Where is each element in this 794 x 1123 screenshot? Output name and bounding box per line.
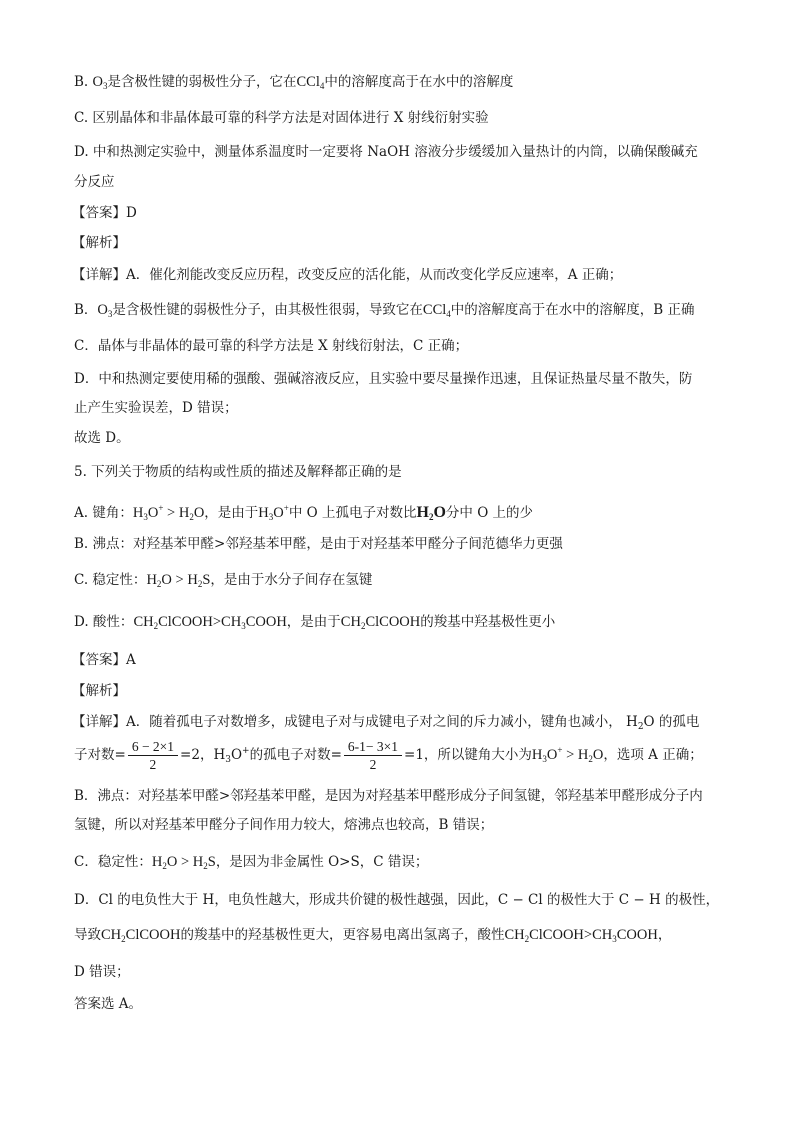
lone-pair-fraction-h3o: $\frac{6-1- 3\times 1}{2}$ bbox=[344, 738, 402, 773]
q4-analysis-label: 【解析】 bbox=[72, 235, 126, 251]
q4-option-d-line2: 分反应 bbox=[74, 174, 115, 190]
q5-stem: 5. 下列关于物质的结构或性质的描述及解释都正确的是 bbox=[74, 464, 402, 480]
q5-explanation-b-line1: B．沸点：对羟基苯甲醛>邻羟基苯甲醛，是因为对羟基苯甲醛形成分子间氢键，邻羟基苯甲醛形成分子内 bbox=[74, 788, 703, 804]
q5-option-d: D. 酸性：$CH_2ClCOOH>CH_3COOH$，是由于$CH_2ClCOOH$的羧基中羟基极性更小 bbox=[74, 614, 556, 631]
q4-explanation-b: B．$O_3$是含极性键的弱极性分子，由其极性很弱，导致它在CCl$_4$中的溶解度高于在水中的溶解度，B 正确 bbox=[74, 302, 695, 319]
q5-explanation-c: C．稳定性：$H_2O > H_2S$，是因为非金属性 O>S，C 错误； bbox=[74, 854, 429, 871]
q5-explanation-d-line3: D 错误； bbox=[74, 964, 130, 980]
q5-analysis-label: 【解析】 bbox=[72, 683, 126, 699]
lone-pair-fraction-h2o: $\frac{6 - 2\times 1}{2}$ bbox=[128, 738, 178, 773]
q5-conclusion: 答案选 A。 bbox=[74, 996, 143, 1012]
q5-explanation-b-line2: 氢键，所以对羟基苯甲醛分子间作用力较大，熔沸点也较高，B 错误； bbox=[74, 817, 494, 833]
q5-explanation-a-line1: 【详解】A．随着孤电子对数增多，成键电子对与成键电子对之间的斥力减小，键角也减小， $H_2O$ 的孤电 bbox=[72, 714, 700, 732]
q5-option-c: C. 稳定性：$H_2O > H_2S$，是由于水分子间存在氢键 bbox=[74, 572, 373, 589]
q4-explanation-c: C．晶体与非晶体的最可靠的科学方法是 X 射线衍射法，C 正确； bbox=[74, 338, 469, 354]
q5-answer: 【答案】A bbox=[72, 652, 136, 668]
q4-option-d-line1: D. 中和热测定实验中，测量体系温度时一定要将 NaOH 溶液分步缓缓加入量热计的内筒，以确保酸碱充 bbox=[74, 144, 698, 160]
q4-answer: 【答案】D bbox=[72, 205, 137, 221]
q4-explanation-a: 【详解】A．催化剂能改变反应历程，改变反应的活化能，从而改变化学反应速率，A 正确； bbox=[72, 267, 623, 283]
q4-explanation-d-line2: 止产生实验误差，D 错误； bbox=[74, 400, 238, 416]
q5-explanation-d-line2: 导致$CH_2ClCOOH$的羧基中的羟基极性更大，更容易电离出氢离子，酸性$CH_2ClCOOH>CH_3COOH$， bbox=[74, 927, 672, 944]
q5-explanation-a-line2: 子对数= $\frac{6 - 2\times 1}{2}$ =2，$H_3O^+$的孤电子对数= $\frac{6-1- 3\times 1}{2}$ =1，所以键角大小为$H_3O^+ > H_2O$，选项 A 正确； bbox=[74, 739, 703, 772]
q5-option-b: B. 沸点：对羟基苯甲醛>邻羟基苯甲醛，是由于对羟基苯甲醛分子间范德华力更强 bbox=[74, 536, 563, 552]
q4-explanation-d-line1: D．中和热测定要使用稀的强酸、强碱溶液反应，且实验中要尽量操作迅速，且保证热量尽量不散失，防 bbox=[74, 371, 693, 387]
q5-explanation-d-line1: D．Cl 的电负性大于 H，电负性越大，形成共价键的极性越强，因此，C − Cl 的极性大于 C − H 的极性， bbox=[74, 892, 720, 908]
q4-option-c: C. 区别晶体和非晶体最可靠的科学方法是对固体进行 X 射线衍射实验 bbox=[74, 110, 489, 126]
q4-conclusion: 故选 D。 bbox=[74, 430, 130, 446]
q4-option-b: B. $O_3$是含极性键的弱极性分子，它在CCl$_4$中的溶解度高于在水中的溶解度 bbox=[74, 74, 514, 91]
q5-option-a: A. 键角：$H_3O^+ > H_2O$，是由于$H_3O^+$中 O 上孤电子对数比$H_2O$分中 O 上的少 bbox=[74, 503, 534, 522]
